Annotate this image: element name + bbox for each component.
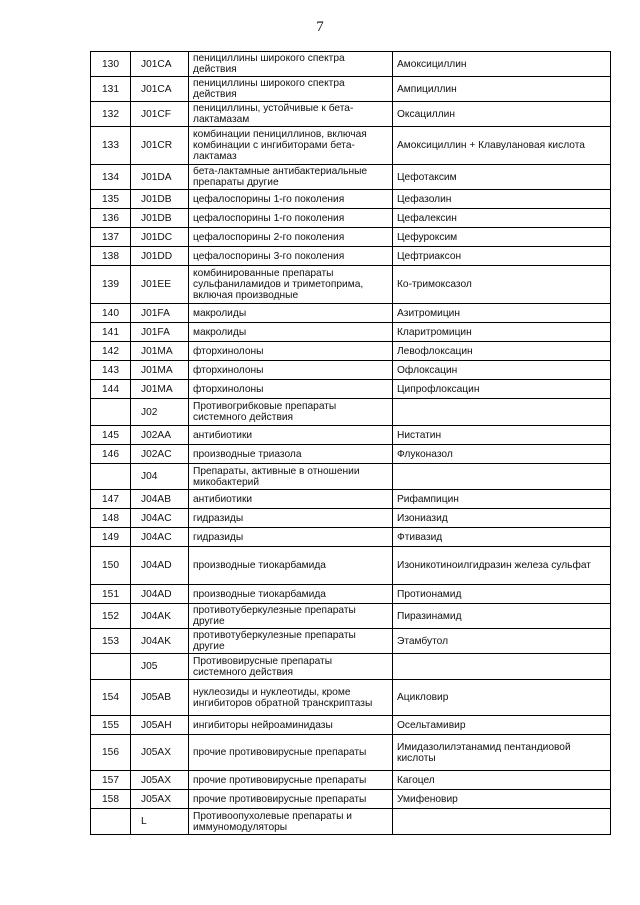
subgroup: прочие противовирусные препараты — [189, 735, 393, 771]
subgroup: цефалоспорины 1-го поколения — [189, 190, 393, 209]
row-number: 146 — [91, 445, 131, 464]
subgroup: прочие противовирусные препараты — [189, 771, 393, 790]
table-row — [91, 77, 611, 102]
table-row — [91, 247, 611, 266]
subgroup: фторхинолоны — [189, 361, 393, 380]
table-row — [91, 342, 611, 361]
subgroup: антибиотики — [189, 426, 393, 445]
atc-code: J02 — [131, 399, 189, 426]
subgroup: Противогрибковые препараты системного действия — [189, 399, 393, 426]
subgroup: гидразиды — [189, 509, 393, 528]
table-row — [91, 426, 611, 445]
drug-name: Умифеновир — [393, 790, 611, 809]
atc-code: J04AB — [131, 490, 189, 509]
drug-name: Ко-тримоксазол — [393, 266, 611, 304]
drug-name: Азитромицин — [393, 304, 611, 323]
row-number: 143 — [91, 361, 131, 380]
page-number: 7 — [316, 19, 324, 35]
subgroup: пенициллины, устойчивые к бета-лактамазам — [189, 102, 393, 127]
atc-code: J01CA — [131, 77, 189, 102]
table-row — [91, 680, 611, 716]
row-number: 150 — [91, 547, 131, 585]
row-number: 134 — [91, 165, 131, 190]
drug-name: Имидазолилэтанамид пентандиовой кислоты — [393, 735, 611, 771]
subgroup: цефалоспорины 3-го поколения — [189, 247, 393, 266]
atc-code: J01DD — [131, 247, 189, 266]
atc-code: J01MA — [131, 361, 189, 380]
atc-code: J01MA — [131, 342, 189, 361]
row-number: 149 — [91, 528, 131, 547]
drug-name: Офлоксацин — [393, 361, 611, 380]
drug-name: Амоксициллин + Клавулановая кислота — [393, 127, 611, 165]
atc-code: J02AC — [131, 445, 189, 464]
drug-name — [393, 464, 611, 490]
table-row — [91, 809, 611, 835]
subgroup: прочие противовирусные препараты — [189, 790, 393, 809]
subgroup: Противовирусные препараты системного действия — [189, 654, 393, 680]
row-number: 148 — [91, 509, 131, 528]
atc-code: J01FA — [131, 304, 189, 323]
subgroup: гидразиды — [189, 528, 393, 547]
atc-code: J01DA — [131, 165, 189, 190]
row-number: 158 — [91, 790, 131, 809]
row-number: 137 — [91, 228, 131, 247]
row-number — [91, 654, 131, 680]
subgroup: макролиды — [189, 323, 393, 342]
drug-name: Левофлоксацин — [393, 342, 611, 361]
table-row — [91, 509, 611, 528]
atc-code: J01CR — [131, 127, 189, 165]
atc-code: J04AD — [131, 547, 189, 585]
atc-code: J05AH — [131, 716, 189, 735]
table-row — [91, 464, 611, 490]
table-row — [91, 585, 611, 604]
drug-name: Фтивазид — [393, 528, 611, 547]
subgroup: производные триазола — [189, 445, 393, 464]
subgroup: производные тиокарбамида — [189, 585, 393, 604]
row-number: 156 — [91, 735, 131, 771]
subgroup: противотуберкулезные препараты другие — [189, 629, 393, 654]
row-number: 140 — [91, 304, 131, 323]
drug-name: Ампициллин — [393, 77, 611, 102]
atc-code: J01CA — [131, 52, 189, 77]
table-row — [91, 528, 611, 547]
table-row — [91, 52, 611, 77]
subgroup: антибиотики — [189, 490, 393, 509]
row-number: 131 — [91, 77, 131, 102]
atc-code: J05AX — [131, 771, 189, 790]
row-number: 142 — [91, 342, 131, 361]
row-number: 135 — [91, 190, 131, 209]
drug-name: Рифампицин — [393, 490, 611, 509]
table-row — [91, 735, 611, 771]
row-number: 141 — [91, 323, 131, 342]
drug-name: Цефазолин — [393, 190, 611, 209]
subgroup: комбинации пенициллинов, включая комбинации с ингибиторами бета-лактамаз — [189, 127, 393, 165]
table-row — [91, 190, 611, 209]
atc-code: J02AA — [131, 426, 189, 445]
atc-code: J04 — [131, 464, 189, 490]
row-number — [91, 399, 131, 426]
drug-name: Нистатин — [393, 426, 611, 445]
atc-code: J01CF — [131, 102, 189, 127]
row-number: 152 — [91, 604, 131, 629]
drug-name: Цефтриаксон — [393, 247, 611, 266]
table-row — [91, 629, 611, 654]
table-row — [91, 790, 611, 809]
atc-code: J05AX — [131, 735, 189, 771]
subgroup: цефалоспорины 2-го поколения — [189, 228, 393, 247]
drug-name: Цефуроксим — [393, 228, 611, 247]
table-row — [91, 380, 611, 399]
atc-code: J04AK — [131, 604, 189, 629]
drug-name: Кларитромицин — [393, 323, 611, 342]
drug-name: Ацикловир — [393, 680, 611, 716]
drug-table — [90, 51, 611, 835]
atc-code: J04AC — [131, 509, 189, 528]
atc-code: L — [131, 809, 189, 835]
atc-code: J01MA — [131, 380, 189, 399]
subgroup: макролиды — [189, 304, 393, 323]
atc-code: J04AK — [131, 629, 189, 654]
drug-name: Осельтамивир — [393, 716, 611, 735]
subgroup: пенициллины широкого спектра действия — [189, 52, 393, 77]
row-number: 154 — [91, 680, 131, 716]
drug-name: Пиразинамид — [393, 604, 611, 629]
subgroup: производные тиокарбамида — [189, 547, 393, 585]
subgroup: противотуберкулезные препараты другие — [189, 604, 393, 629]
subgroup: пенициллины широкого спектра действия — [189, 77, 393, 102]
table-row — [91, 228, 611, 247]
subgroup: комбинированные препараты сульфаниламидов и триметоприма, включая производные — [189, 266, 393, 304]
row-number: 132 — [91, 102, 131, 127]
table-row — [91, 102, 611, 127]
table-row — [91, 127, 611, 165]
drug-name: Изониазид — [393, 509, 611, 528]
row-number: 155 — [91, 716, 131, 735]
table-row — [91, 323, 611, 342]
row-number: 130 — [91, 52, 131, 77]
subgroup: фторхинолоны — [189, 342, 393, 361]
row-number: 133 — [91, 127, 131, 165]
atc-code: J01DB — [131, 190, 189, 209]
table-row — [91, 490, 611, 509]
row-number: 145 — [91, 426, 131, 445]
drug-name: Протионамид — [393, 585, 611, 604]
drug-name: Цефотаксим — [393, 165, 611, 190]
atc-code: J01DC — [131, 228, 189, 247]
table-row — [91, 445, 611, 464]
drug-name: Ципрофлоксацин — [393, 380, 611, 399]
subgroup: нуклеозиды и нуклеотиды, кроме ингибиторов обратной транскриптазы — [189, 680, 393, 716]
row-number: 153 — [91, 629, 131, 654]
drug-name: Кагоцел — [393, 771, 611, 790]
drug-name: Этамбутол — [393, 629, 611, 654]
atc-code: J05AX — [131, 790, 189, 809]
drug-name: Амоксициллин — [393, 52, 611, 77]
drug-name: Цефалексин — [393, 209, 611, 228]
table-row — [91, 654, 611, 680]
table-row — [91, 771, 611, 790]
table-row — [91, 266, 611, 304]
row-number: 151 — [91, 585, 131, 604]
table-row — [91, 399, 611, 426]
atc-code: J04AC — [131, 528, 189, 547]
table-row — [91, 547, 611, 585]
row-number: 138 — [91, 247, 131, 266]
table-row — [91, 304, 611, 323]
row-number: 136 — [91, 209, 131, 228]
drug-name: Изоникотиноилгидразин железа сульфат — [393, 547, 611, 585]
subgroup: ингибиторы нейроаминидазы — [189, 716, 393, 735]
row-number: 147 — [91, 490, 131, 509]
table-row — [91, 604, 611, 629]
table-row — [91, 165, 611, 190]
drug-name: Флуконазол — [393, 445, 611, 464]
subgroup: Противоопухолевые препараты и иммуномодуляторы — [189, 809, 393, 835]
row-number — [91, 464, 131, 490]
subgroup: Препараты, активные в отношении микобактерий — [189, 464, 393, 490]
row-number: 139 — [91, 266, 131, 304]
drug-name: Оксациллин — [393, 102, 611, 127]
table-row — [91, 361, 611, 380]
row-number: 157 — [91, 771, 131, 790]
table-row — [91, 716, 611, 735]
subgroup: цефалоспорины 1-го поколения — [189, 209, 393, 228]
atc-code: J01EE — [131, 266, 189, 304]
drug-name — [393, 654, 611, 680]
drug-name — [393, 399, 611, 426]
row-number: 144 — [91, 380, 131, 399]
drug-table-body — [91, 52, 611, 835]
atc-code: J01FA — [131, 323, 189, 342]
row-number — [91, 809, 131, 835]
atc-code: J04AD — [131, 585, 189, 604]
subgroup: фторхинолоны — [189, 380, 393, 399]
subgroup: бета-лактамные антибактериальные препараты другие — [189, 165, 393, 190]
atc-code: J05 — [131, 654, 189, 680]
drug-name — [393, 809, 611, 835]
table-row — [91, 209, 611, 228]
atc-code: J05AB — [131, 680, 189, 716]
atc-code: J01DB — [131, 209, 189, 228]
